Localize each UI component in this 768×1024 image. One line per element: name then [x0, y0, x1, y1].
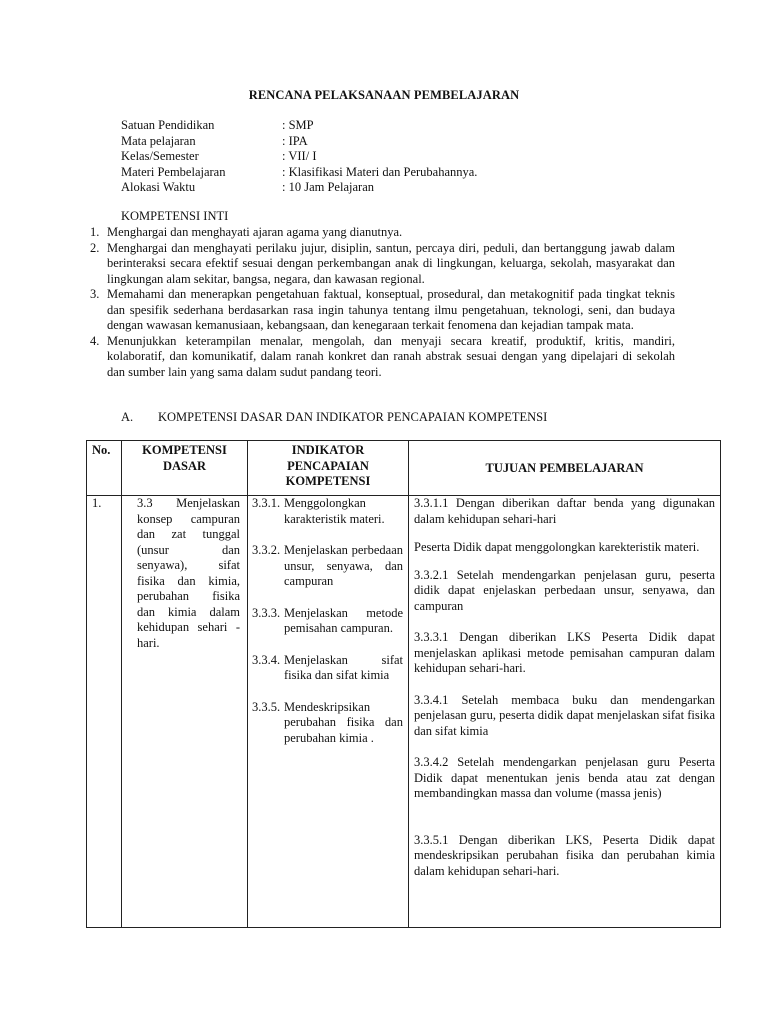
page-title: RENCANA PELAKSANAAN PEMBELAJARAN — [248, 88, 520, 102]
info-label: Alokasi Waktu — [121, 180, 196, 194]
cell-indikator — [248, 496, 409, 928]
list-item — [90, 225, 675, 241]
list-number: 1. — [90, 225, 100, 239]
indicator-item — [252, 653, 403, 684]
objective-text: 3.3.1.1 Dengan diberikan daftar benda yang digunakan dalam kehidupan sehari-hari — [414, 496, 715, 526]
indicator-number: 3.3.5. — [252, 699, 281, 714]
list-number: 2. — [90, 240, 100, 255]
info-row — [121, 180, 477, 196]
info-label: Mata pelajaran — [121, 133, 196, 148]
section-title: KOMPETENSI DASAR DAN INDIKATOR PENCAPAIAN KOMPETENSI — [158, 410, 548, 424]
info-label: Kelas/Semester — [121, 149, 199, 163]
info-row — [121, 149, 477, 165]
info-value: : Klasifikasi Materi dan Perubahannya. — [282, 164, 478, 179]
table-header-row — [87, 441, 721, 496]
indicator-text: Menjelaskan metode pemisahan campuran. — [284, 605, 403, 635]
list-text: Menghargai dan menghayati perilaku jujur, disiplin, santun, percaya diri, peduli, dan bertanggung jawab dalam berinteraksi secara efektif sesuai dengan perkembangan anak di lingkungan, keluarga, sekolah, masyarakat dan lingkungan alam sekitar, bangsa, negara, dan kawasan regional. — [107, 240, 675, 286]
cell-kompetensi-dasar — [122, 496, 248, 928]
indicator-number: 3.3.2. — [252, 543, 281, 557]
indicator-item — [252, 543, 403, 590]
cell-tujuan — [409, 496, 721, 928]
info-label: Materi Pembelajaran — [121, 164, 226, 179]
competency-table — [86, 440, 721, 928]
list-text: Menghargai dan menghayati ajaran agama yang dianutnya. — [107, 225, 403, 239]
indicator-item — [252, 606, 403, 637]
info-value: : SMP — [282, 118, 314, 132]
header-no: No. — [87, 441, 122, 496]
objective-text: 3.3.2.1 Setelah mendengarkan penjelasan guru, peserta didik dapat enjelaskan perbedaan unsur, senyawa, dan campuran — [414, 567, 715, 613]
table-row — [87, 496, 721, 928]
kompetensi-dasar-text: 3.3 Menjelaskan konsep campuran dan zat tunggal (unsur dan senyawa), sifat fisika dan kimia, perubahan fisika dan kimia dalam kehidupan sehari - hari. — [137, 496, 240, 650]
info-row — [121, 118, 477, 134]
info-row — [121, 134, 477, 150]
section-a-heading — [121, 410, 547, 426]
header-indikator: INDIKATOR PENCAPAIAN KOMPETENSI — [248, 441, 409, 496]
indicator-text: Menjelaskan perbedaan unsur, senyawa, dan campuran — [284, 543, 403, 588]
list-item — [90, 334, 675, 381]
info-value: : VII/ I — [282, 149, 317, 163]
objective-text: 3.3.4.2 Setelah mendengarkan penjelasan guru Peserta Didik dapat menentukan jenis benda atau zat dengan membandingkan massa dan volume (massa jenis) — [414, 755, 715, 800]
list-number: 4. — [90, 333, 100, 348]
info-value: : 10 Jam Pelajaran — [282, 180, 374, 194]
objective-text: 3.3.3.1 Dengan diberikan LKS Peserta Didik dapat menjelaskan aplikasi metode pemisahan campuran dalam kehidupan sehari-hari. — [414, 630, 715, 675]
objective-text: 3.3.4.1 Setelah membaca buku dan mendengarkan penjelasan guru, peserta didik dapat menjelaskan sifat fisika dan sifat kimia — [414, 692, 715, 738]
indicator-number: 3.3.3. — [252, 605, 281, 620]
cell-no: 1. — [87, 496, 122, 928]
indicator-text: Mendeskripsikan perubahan fisika dan perubahan kimia . — [284, 699, 403, 745]
objective-text: 3.3.5.1 Dengan diberikan LKS, Peserta Didik dapat mendeskripsikan perubahan fisika dan perubahan kimia dalam kehidupan sehari-hari. — [414, 832, 715, 878]
header-tujuan: TUJUAN PEMBELAJARAN — [409, 441, 721, 496]
info-row — [121, 165, 477, 181]
info-value: : IPA — [282, 133, 308, 148]
indicator-text: Menggolongkan karakteristik materi. — [284, 496, 385, 526]
section-letter: A. — [121, 410, 134, 424]
indicator-item — [252, 496, 403, 527]
list-item — [90, 241, 675, 288]
list-text: Menunjukkan keterampilan menalar, mengolah, dan menyaji secara kreatif, produktif, kritis, mandiri, kolaboratif, dan komunikatif, dalam ranah konkret dan ranah abstrak sesuai dengan yang dipelajari di sekolah dan sumber lain yang sama dalam sudut pandang teori. — [107, 333, 675, 379]
kompetensi-inti-heading: KOMPETENSI INTI — [121, 209, 229, 223]
objective-text: Peserta Didik dapat menggolongkan karekteristik materi. — [414, 540, 700, 554]
header-kompetensi-dasar: KOMPETENSI DASAR — [122, 441, 248, 496]
list-number: 3. — [90, 287, 100, 301]
list-text: Memahami dan menerapkan pengetahuan faktual, konseptual, prosedural, dan metakognitif pada tingkat teknis dan spesifik sederhana berdasarkan rasa ingin tahunya tentang ilmu pengetahuan, teknologi, seni, dan budaya dengan wawasan kemanusiaan, kebangsaan, dan kenegaraan terkait fenomena dan kejadian tampak mata. — [107, 287, 675, 332]
indicator-item — [252, 700, 403, 747]
identity-block — [121, 118, 477, 196]
indicator-text: Menjelaskan sifat fisika dan sifat kimia — [284, 652, 403, 682]
indicator-number: 3.3.1. — [252, 496, 281, 510]
info-label: Satuan Pendidikan — [121, 118, 215, 132]
kompetensi-inti-list — [90, 225, 675, 380]
indicator-number: 3.3.4. — [252, 652, 281, 667]
list-item — [90, 287, 675, 334]
